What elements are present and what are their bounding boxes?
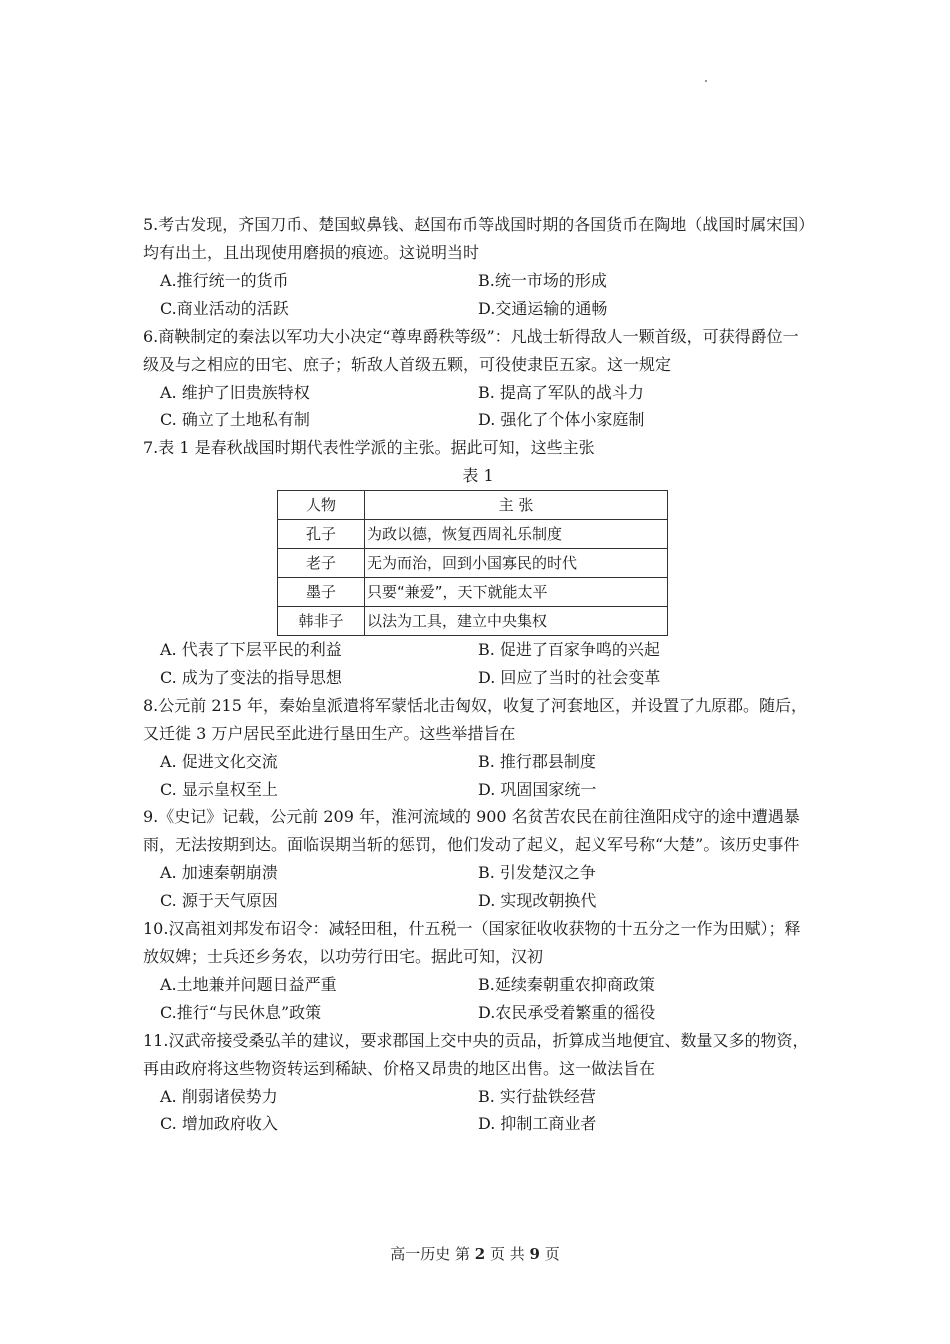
footer-prefix: 高一历史 第: [390, 1245, 475, 1263]
question-6: [143, 323, 813, 435]
table-row: [278, 607, 668, 636]
option-a: A.土地兼并问题日益严重: [160, 974, 337, 994]
schools-table: [277, 490, 668, 636]
option-a: A. 代表了下层平民的利益: [160, 640, 342, 660]
table-caption: 表 1: [462, 466, 494, 486]
scan-speck: [705, 80, 707, 82]
option-b: B.延续秦朝重农抑商政策: [478, 974, 655, 994]
question-stem: 9.《史记》记载，公元前 209 年，淮河流域的 900 名贫苦农民在前往渔阳戍守的途中遭遇暴雨，无法按期到达。面临误期当斩的惩罚，他们发动了起义，起义军号称“大楚”。该历史事件: [143, 807, 800, 855]
question-list: [143, 211, 813, 1138]
question-10: [143, 915, 813, 1027]
options: [143, 971, 813, 1027]
footer-middle: 页 共: [485, 1245, 530, 1263]
question-stem: 10.汉高祖刘邦发布诏令：减轻田租，什五税一（国家征收收获物的十五分之一作为田赋）；释放奴婢；士兵还乡务农，以功劳行田宅。据此可知，汉初: [143, 918, 801, 966]
table-cell-claim: 只要“兼爱”，天下就能太平: [365, 578, 668, 607]
table-cell-person: 墨子: [278, 578, 365, 607]
option-d: D. 实现改朝换代: [478, 891, 597, 911]
table-cell-person: 老子: [278, 549, 365, 578]
question-9: [143, 803, 813, 915]
question-stem: 5.考古发现，齐国刀币、楚国蚁鼻钱、赵国布币等战国时期的各国货币在陶地（战国时属宋国）均有出土，且出现使用磨损的痕迹。这说明当时: [143, 215, 807, 262]
option-c: C. 成为了变法的指导思想: [160, 667, 342, 687]
question-stem: 6.商鞅制定的秦法以军功大小决定“尊卑爵秩等级”：凡战士斩得敌人一颗首级，可获得爵位一级及与之相应的田宅、庶子；斩敌人首级五颗，可役使隶臣五家。这一规定: [143, 326, 799, 374]
option-c: C.商业活动的活跃: [160, 298, 289, 318]
page-footer: [0, 1243, 950, 1264]
table-cell-person: 韩非子: [278, 607, 365, 636]
question-stem: 7.表 1 是春秋战国时期代表性学派的主张。据此可知，这些主张: [143, 438, 595, 458]
options: [143, 379, 813, 435]
table-cell-claim: 为政以德，恢复西周礼乐制度: [365, 520, 668, 549]
table-row: [278, 578, 668, 607]
table-cell-claim: 无为而治，回到小国寡民的时代: [365, 549, 668, 578]
option-a: A. 削弱诸侯势力: [160, 1086, 278, 1106]
question-11: [143, 1027, 813, 1139]
question-5: [143, 211, 813, 323]
table-cell-claim: 以法为工具，建立中央集权: [365, 607, 668, 636]
option-c: C. 确立了土地私有制: [160, 410, 310, 430]
option-d: D. 巩固国家统一: [478, 779, 597, 799]
option-d: D. 抑制工商业者: [478, 1114, 597, 1134]
option-d: D.交通运输的通畅: [478, 298, 608, 318]
option-a: A. 加速秦朝崩溃: [160, 863, 278, 883]
footer-total-pages: 9: [529, 1245, 540, 1263]
option-d: D. 强化了个体小家庭制: [478, 410, 645, 430]
options: [143, 636, 813, 692]
options: [143, 267, 813, 323]
option-a: A.推行统一的货币: [160, 271, 289, 290]
option-c: C. 源于天气原因: [160, 891, 278, 911]
options: [143, 748, 813, 804]
option-a: A. 维护了旧贵族特权: [160, 382, 310, 402]
options: [143, 859, 813, 915]
footer-suffix: 页: [539, 1245, 560, 1263]
table-cell-person: 孔子: [278, 520, 365, 549]
footer-page-number: 2: [474, 1245, 486, 1263]
option-d: D. 回应了当时的社会变革: [478, 667, 661, 687]
question-8: [143, 692, 813, 804]
question-stem: 11.汉武帝接受桑弘羊的建议，要求郡国上交中央的贡品，折算成当地便宜、数量又多的物资，再由政府将这些物资转运到稀缺、价格又昂贵的地区出售。这一做法旨在: [143, 1030, 809, 1078]
option-b: B. 实行盐铁经营: [478, 1086, 596, 1106]
option-b: B. 推行郡县制度: [478, 751, 596, 771]
header-person: 人物: [278, 491, 365, 520]
option-b: B. 提高了军队的战斗力: [478, 382, 644, 402]
option-b: B.统一市场的形成: [478, 271, 607, 290]
option-a: A. 促进文化交流: [160, 751, 278, 771]
option-d: D.农民承受着繁重的徭役: [478, 1002, 656, 1022]
table-header-row: [278, 491, 668, 520]
table-row: [278, 520, 668, 549]
option-b: B. 引发楚汉之争: [478, 863, 596, 883]
question-stem: 8.公元前 215 年，秦始皇派遣将军蒙恬北击匈奴，收复了河套地区，并设置了九原郡。随后，又迁徙 3 万户居民至此进行垦田生产。这些举措旨在: [143, 695, 807, 743]
options: [143, 1083, 813, 1139]
option-c: C. 增加政府收入: [160, 1114, 278, 1134]
option-c: C.推行“与民休息”政策: [160, 1002, 322, 1022]
header-claim: 主 张: [365, 491, 668, 520]
option-c: C. 显示皇权至上: [160, 779, 278, 799]
question-7: [143, 434, 813, 692]
table-row: [278, 549, 668, 578]
option-b: B. 促进了百家争鸣的兴起: [478, 640, 660, 660]
